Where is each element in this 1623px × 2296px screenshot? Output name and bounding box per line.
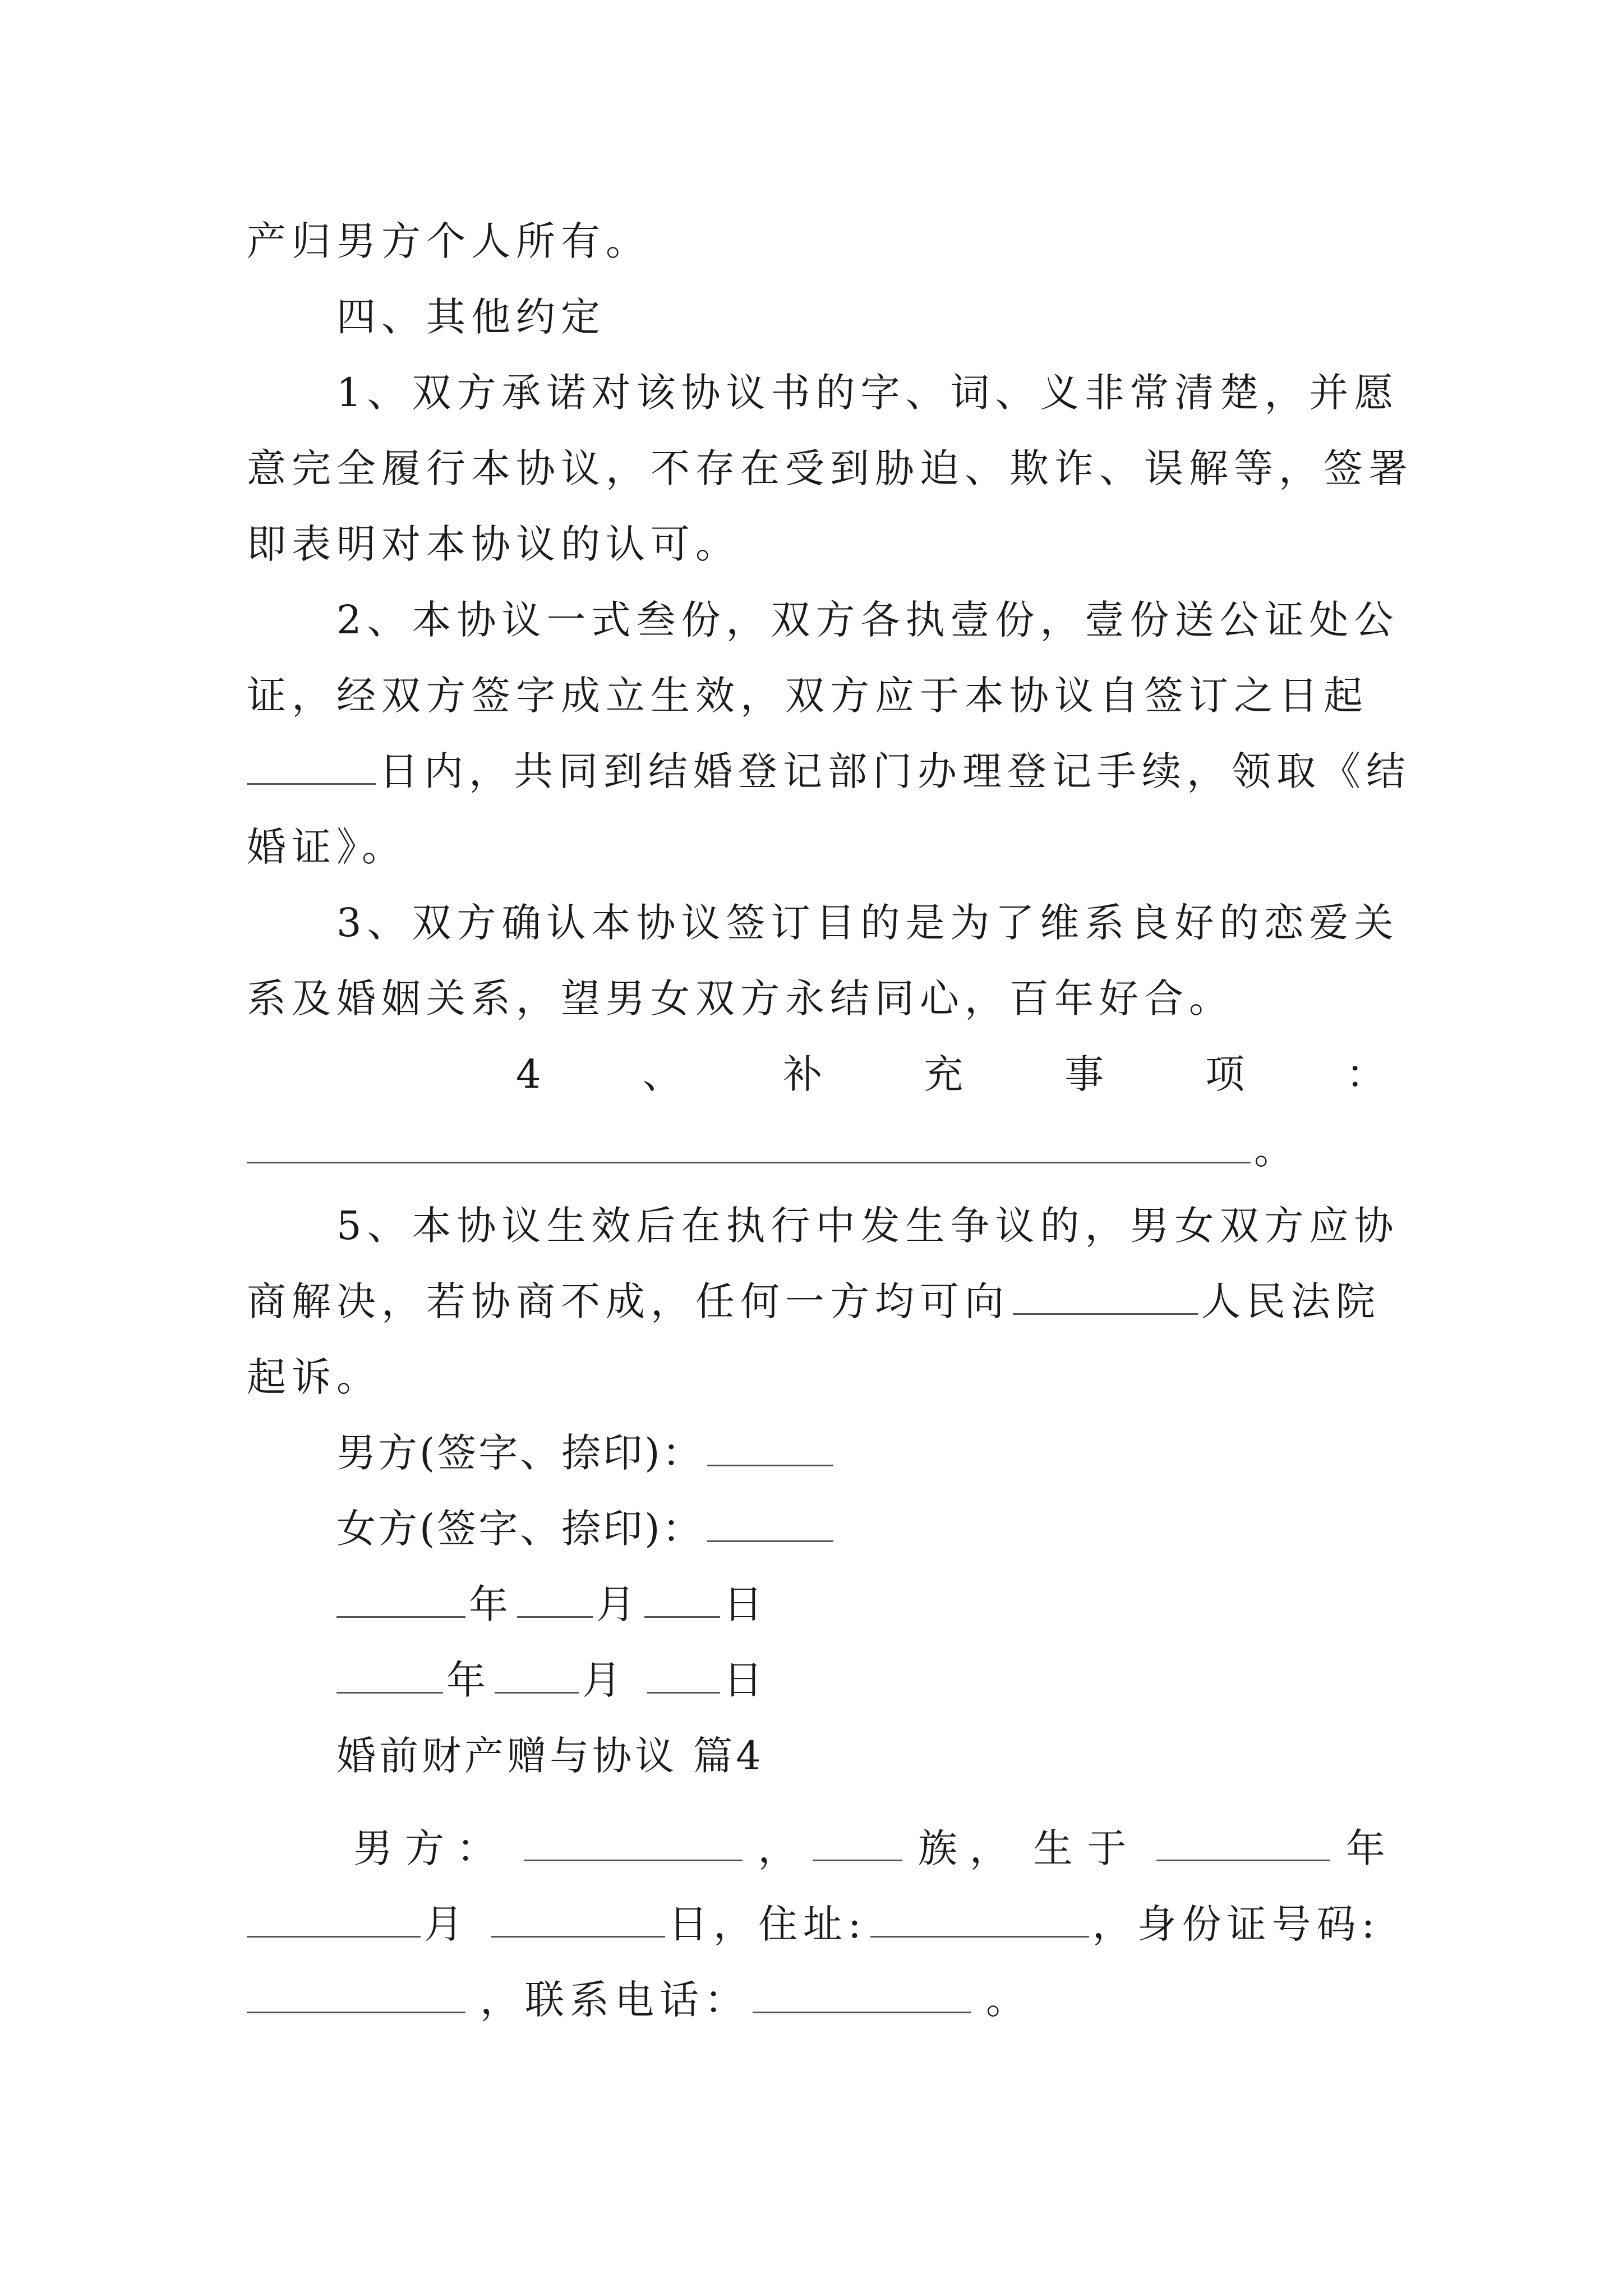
party-info-line-1 <box>353 1820 1385 1876</box>
spaced-char: 事 <box>1064 1051 1104 1097</box>
date-line-2 <box>336 1652 1385 1708</box>
spaced-char: 4 <box>516 1051 541 1097</box>
spaced-char: 项 <box>1205 1051 1245 1097</box>
day-blank[interactable] <box>647 1653 720 1694</box>
spaced-char: ： <box>1345 1051 1385 1097</box>
clause-2-line-2 <box>247 668 1385 724</box>
birth-month-blank[interactable] <box>247 1897 421 1938</box>
ethnicity-blank[interactable] <box>813 1820 902 1861</box>
year-blank[interactable] <box>336 1577 465 1618</box>
signature-label: 男方(签字、捺印)： <box>336 1430 704 1476</box>
spaced-char: 补 <box>783 1051 823 1097</box>
days-blank[interactable] <box>247 744 376 785</box>
spaced-char: 充 <box>924 1051 963 1097</box>
field-label: 。 <box>986 1977 1031 2023</box>
field-label: 月 <box>424 1901 469 1947</box>
party-info-line-2 <box>247 1896 1385 1952</box>
male-signature-blank[interactable] <box>707 1425 833 1466</box>
month-blank[interactable] <box>517 1577 593 1618</box>
clause-1-line-3 <box>247 516 1385 572</box>
field-label: ， <box>758 1825 797 1871</box>
field-label: 男方： <box>353 1825 508 1871</box>
female-signature-line <box>336 1501 1385 1557</box>
clause-5-line-3 <box>247 1349 1385 1405</box>
clause-4-fill-line <box>247 1122 1385 1178</box>
field-label: ，联系电话： <box>480 1977 749 2023</box>
line-text: 5、本协议生效后在执行中发生争议的，男女双方应协 <box>336 1203 1399 1249</box>
line-text: 人民法院 <box>1201 1278 1381 1324</box>
line-text: 意完全履行本协议，不存在受到胁迫、欺诈、误解等，签署 <box>247 445 1413 491</box>
line-text: 1、双方承诺对该协议书的字、词、义非常清楚，并愿 <box>336 370 1399 416</box>
address-blank[interactable] <box>870 1897 1089 1938</box>
text-line <box>247 213 1385 269</box>
field-label: 年 <box>1345 1825 1385 1871</box>
field-label: 族， <box>917 1825 1021 1871</box>
title-text: 婚前财产赠与协议 篇4 <box>336 1733 764 1779</box>
birth-year-blank[interactable] <box>1156 1820 1330 1861</box>
clause-3-line-1 <box>336 895 1399 951</box>
line-text: 即表明对本协议的认可。 <box>247 521 740 567</box>
id-number-blank[interactable] <box>247 1972 465 2013</box>
field-label: ，身份证号码: <box>1092 1901 1381 1947</box>
date-unit: 日 <box>723 1581 768 1627</box>
date-line-1 <box>336 1576 1385 1632</box>
clause-1-line-2 <box>247 440 1413 496</box>
date-unit: 日 <box>723 1657 768 1703</box>
male-signature-line <box>336 1425 1385 1481</box>
date-unit: 年 <box>446 1657 491 1703</box>
clause-1-line-1 <box>336 365 1399 421</box>
line-text: 3、双方确认本协议签订目的是为了维系良好的恋爱关 <box>336 900 1399 946</box>
line-text: 。 <box>1254 1127 1299 1173</box>
date-unit: 月 <box>596 1581 641 1627</box>
date-unit: 年 <box>469 1581 514 1627</box>
phone-blank[interactable] <box>753 1972 971 2013</box>
heading-text: 四、其他约定 <box>336 294 606 340</box>
section-heading <box>336 289 1385 345</box>
day-blank[interactable] <box>644 1577 720 1618</box>
year-blank[interactable] <box>336 1653 443 1694</box>
female-signature-blank[interactable] <box>707 1501 833 1542</box>
clause-3-line-2 <box>247 970 1385 1027</box>
spaced-char: 、 <box>642 1051 682 1097</box>
line-text: 2、本协议一式叁份，双方各执壹份，壹份送公证处公 <box>336 597 1399 643</box>
name-blank[interactable] <box>524 1820 743 1861</box>
court-blank[interactable] <box>1013 1274 1198 1315</box>
clause-2-line-3 <box>247 743 1411 799</box>
line-text: 产归男方个人所有。 <box>247 218 651 264</box>
birth-day-blank[interactable] <box>491 1897 665 1938</box>
field-label: 生于 <box>1033 1825 1141 1871</box>
line-text: 证，经双方签字成立生效，双方应于本协议自签订之日起 <box>247 673 1368 719</box>
clause-5-line-1 <box>336 1198 1399 1254</box>
line-text: 婚证》。 <box>247 824 407 870</box>
party-info-line-3 <box>247 1972 1385 2028</box>
clause-2-line-1 <box>336 592 1399 648</box>
signature-label: 女方(签字、捺印)： <box>336 1506 704 1552</box>
section-title <box>336 1728 1385 1784</box>
clause-4-heading <box>516 1046 1385 1102</box>
clause-2-line-4 <box>247 819 1385 875</box>
line-text: 起诉。 <box>247 1354 381 1400</box>
clause-5-line-2 <box>247 1273 1385 1329</box>
supplement-blank[interactable] <box>247 1122 1251 1163</box>
line-text: 系及婚姻关系，望男女双方永结同心，百年好合。 <box>247 976 1234 1022</box>
month-blank[interactable] <box>495 1653 579 1694</box>
date-unit: 月 <box>582 1657 627 1703</box>
line-text: 日内，共同到结婚登记部门办理登记手续，领取《结 <box>379 748 1411 794</box>
line-text: 商解决，若协商不成，任何一方均可向 <box>247 1278 1009 1324</box>
field-label: 日，住址: <box>668 1901 867 1947</box>
